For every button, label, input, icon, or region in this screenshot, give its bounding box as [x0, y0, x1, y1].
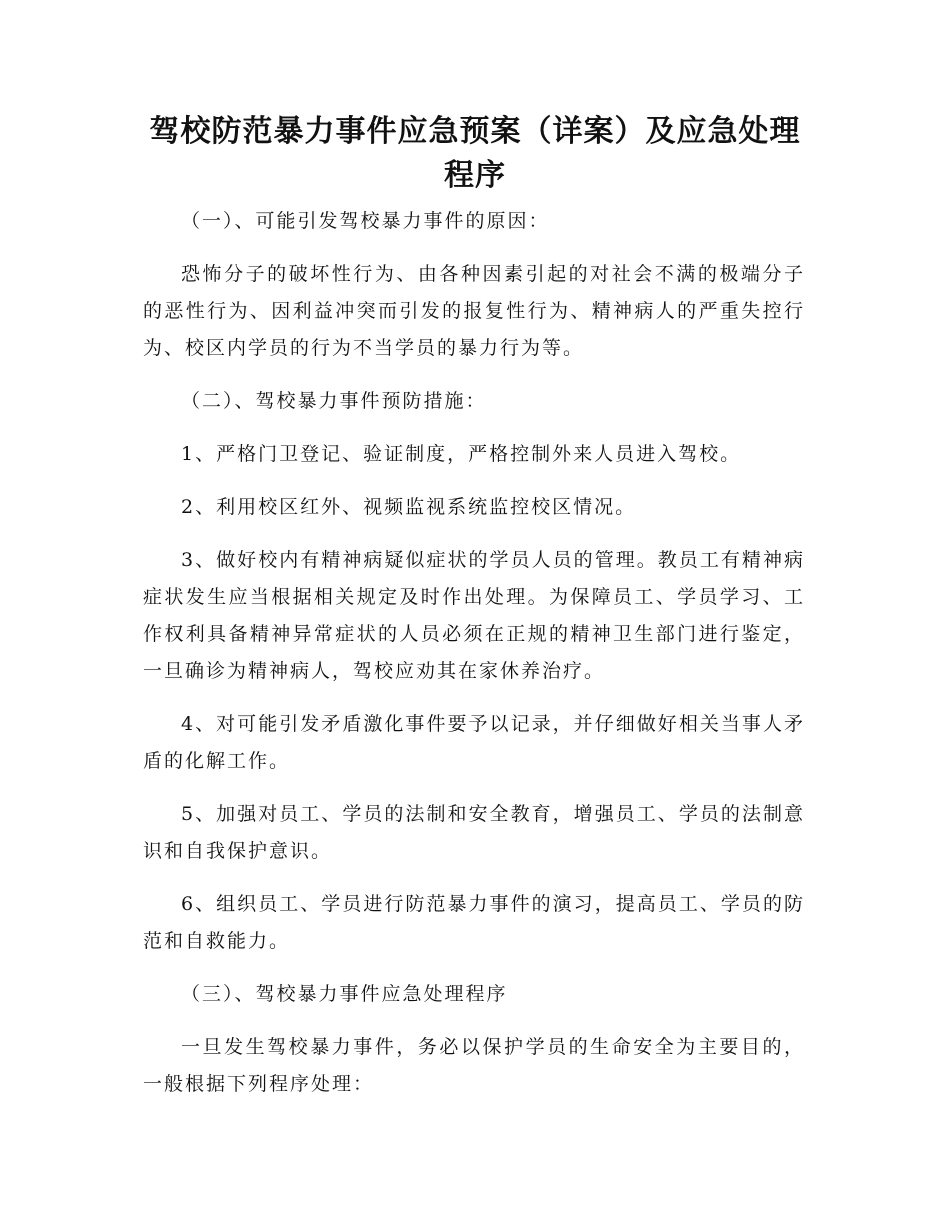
prevention-item-5: 5、加强对员工、学员的法制和安全教育，增强员工、学员的法制意识和自我保护意识。 [143, 803, 805, 862]
prevention-item-2: 2、利用校区红外、视频监视系统监控校区情况。 [181, 496, 637, 518]
section-heading-prevention: （二）、驾校暴力事件预防措施： [181, 390, 487, 412]
paragraph-causes: 恐怖分子的破坏性行为、由各种因素引起的对社会不满的极端分子的恶性行为、因利益冲突而引发的报复性行为、精神病人的严重失控行为、校区内学员的行为不当学员的暴力行为等。 [143, 263, 805, 359]
prevention-item-3: 3、做好校内有精神病疑似症状的学员人员的管理。教员工有精神病症状发生应当根据相关规定及时作出处理。为保障员工、学员学习、工作权利具备精神异常症状的人员必须在正规的精神卫生部门进行鉴定，一旦确诊为精神病人，驾校应劝其在家休养治疗。 [143, 549, 805, 682]
section-heading-causes: （一）、可能引发驾校暴力事件的原因： [181, 210, 550, 232]
document-title: 驾校防范暴力事件应急预案（详案）及应急处理程序 [149, 114, 801, 193]
prevention-item-4: 4、对可能引发矛盾激化事件要予以记录，并仔细做好相关当事人矛盾的化解工作。 [143, 713, 805, 772]
section-heading-procedure: （三）、驾校暴力事件应急处理程序 [181, 983, 508, 1005]
paragraph-procedure-intro: 一旦发生驾校暴力事件，务必以保护学员的生命安全为主要目的，一般根据下列程序处理： [143, 1036, 805, 1095]
prevention-item-1: 1、严格门卫登记、验证制度，严格控制外来人员进入驾校。 [181, 443, 742, 465]
prevention-item-6: 6、组织员工、学员进行防范暴力事件的演习，提高员工、学员的防范和自救能力。 [143, 893, 805, 952]
document-body [143, 203, 805, 1119]
